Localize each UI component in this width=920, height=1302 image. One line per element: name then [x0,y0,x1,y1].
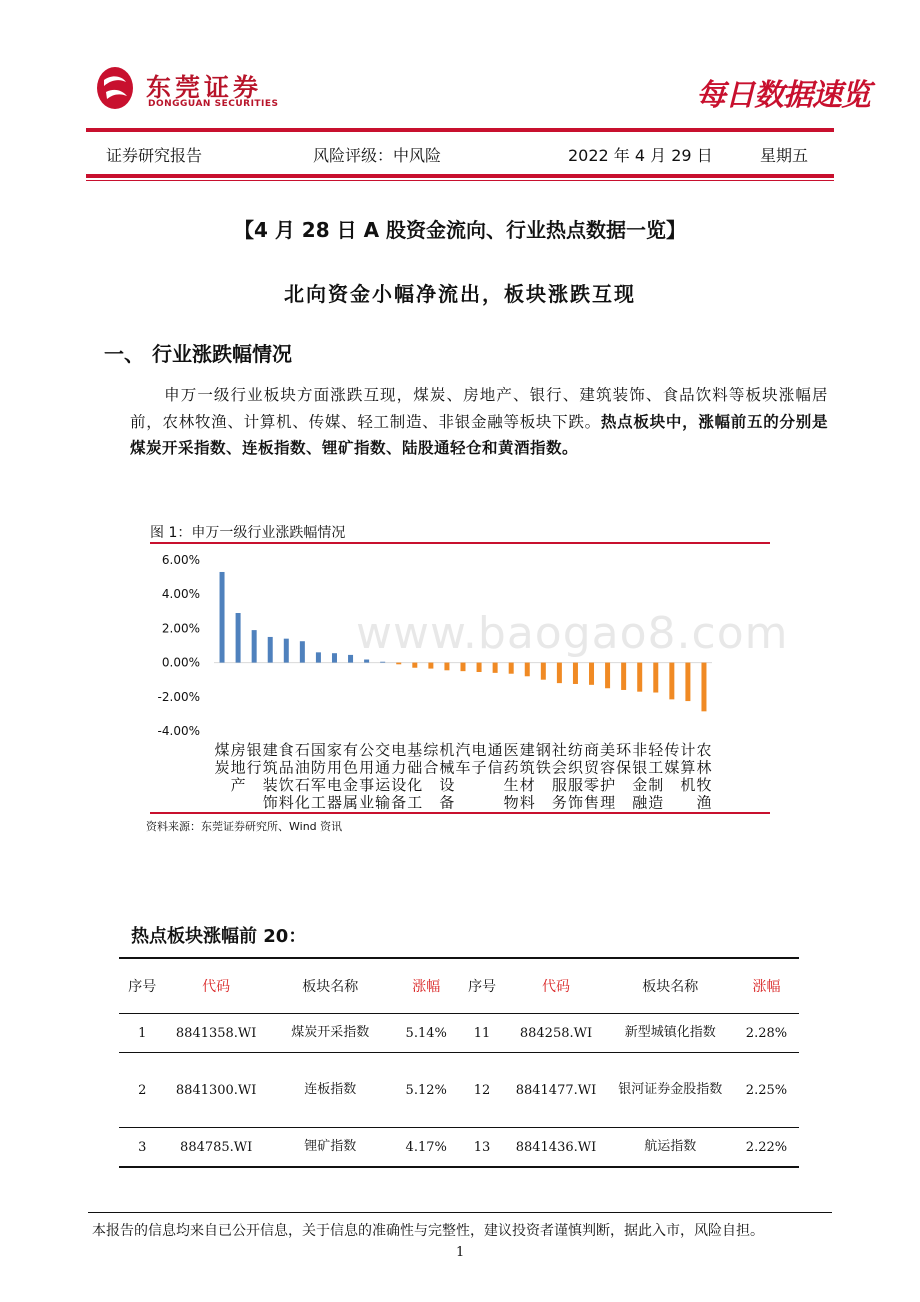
x-tick-label: 农林牧渔 [696,741,712,810]
bar-综合 [428,663,433,669]
table-row [119,1014,799,1053]
cell-name: 连板指数 [267,1053,394,1128]
y-tick-label: 2.00% [161,621,200,636]
bar-基础化工 [412,663,417,668]
x-tick-label: 钢铁 [535,741,551,777]
cell-code: 8841436.WI [505,1128,606,1168]
cell-name: 煤炭开采指数 [267,1014,394,1053]
header-divider-bottom [86,174,834,178]
bar-汽车 [461,663,466,672]
cell-change: 2.28% [734,1014,799,1053]
x-tick-label: 有色金属 [343,741,359,810]
cell-name: 银河证券金股指数 [607,1053,734,1128]
cell-seq: 2 [119,1053,166,1128]
x-tick-label: 石油石化 [294,741,310,810]
x-tick-label: 家用电器 [326,741,342,810]
page-title: 【4 月 28 日 A 股资金流向、行业热点数据一览】 [233,218,687,242]
cell-code: 8841477.WI [505,1053,606,1128]
x-tick-label: 商贸零售 [584,741,600,810]
cell-code: 8841300.WI [166,1053,267,1128]
header-name: 板块名称 [267,958,394,1014]
section-number: 一、 [104,342,144,366]
table-row [119,1128,799,1168]
hot-sectors-table [119,957,799,1168]
x-tick-label: 电子 [471,741,487,777]
header-seq: 序号 [459,958,506,1014]
y-tick-label: 6.00% [161,553,200,567]
x-tick-label: 食品饮料 [278,741,294,810]
cell-code: 884258.WI [505,1014,606,1053]
paragraph-bold-text: 热点板块中，涨幅前五的分别是煤炭开采指数、连板指数、锂矿指数、陆股通轻仓和黄酒指数。 [130,411,828,457]
bar-非银金融 [637,663,642,692]
daily-data-banner: 每日数据速览 [696,78,870,113]
industry-change-bar-chart [150,550,720,810]
x-tick-label: 环保 [616,741,632,777]
bar-煤炭 [220,572,225,663]
bar-公用事业 [364,660,369,663]
bar-轻工制造 [653,663,658,693]
x-tick-label: 房地产 [230,741,246,794]
page-subtitle: 北向资金小幅净流出，板块涨跌互现 [284,282,636,306]
cell-change: 5.12% [394,1053,459,1128]
cell-seq: 11 [459,1014,506,1053]
bar-计算机 [685,663,690,701]
cell-name: 航运指数 [607,1128,734,1168]
bar-农林牧渔 [701,663,706,712]
paragraph-normal-text: 申万一级行业板块方面涨跌互现，煤炭、房地产、银行、建筑装饰、食品饮料等板块涨幅居前，农林牧渔、计算机、传媒、轻工制造、非银金融等板块下跌。 [130,386,828,431]
bar-钢铁 [541,663,546,680]
cell-code: 884785.WI [166,1128,267,1168]
x-tick-label: 建筑材料 [519,741,535,810]
bar-交通运输 [380,662,385,663]
figure-top-rule [150,542,770,544]
x-tick-label: 交通运输 [375,741,391,810]
y-tick-label: 0.00% [161,655,200,670]
x-tick-label: 基础化工 [407,741,423,810]
cell-name: 新型城镇化指数 [607,1014,734,1053]
y-tick-label: 4.00% [161,587,200,602]
bar-机械设备 [444,663,449,671]
header-divider-thin [86,180,834,181]
x-tick-label: 公用事业 [359,741,375,810]
disclaimer: 本报告的信息均来自已公开信息，关于信息的准确性与完整性，建议投资者谨慎判断，据此入市，风险自担。 [92,1223,764,1239]
bar-社会服务 [557,663,562,684]
bar-电子 [477,663,482,672]
x-tick-label: 机械设备 [439,741,455,810]
y-tick-label: -2.00% [157,689,200,704]
header-code: 代码 [166,958,267,1014]
risk-rating: 风险评级：中风险 [313,146,442,165]
hot-sectors-title: 热点板块涨幅前 20： [131,926,307,947]
x-tick-label: 通信 [487,741,503,777]
x-tick-label: 社会服务 [551,741,567,810]
cell-change: 2.25% [734,1053,799,1128]
bar-石油石化 [300,641,305,662]
cell-seq: 3 [119,1128,166,1168]
cell-seq: 1 [119,1014,166,1053]
table-header-row [119,958,799,1014]
company-logo-icon [96,66,134,110]
y-tick-label: -4.00% [157,724,200,738]
x-tick-label: 医药生物 [503,741,519,810]
bar-商贸零售 [589,663,594,685]
logo-chinese-name: 东莞证券 [146,73,263,102]
x-tick-label: 纺织服饰 [567,741,583,810]
bar-食品饮料 [284,639,289,663]
cell-name: 锂矿指数 [267,1128,394,1168]
header-seq: 序号 [119,958,166,1014]
x-tick-label: 建筑装饰 [262,741,278,810]
bar-有色金属 [348,655,353,663]
section-paragraph [130,382,828,462]
bar-传媒 [669,663,674,700]
x-tick-label: 电力设备 [391,741,407,810]
bar-纺织服饰 [573,663,578,684]
figure-caption: 图 1：申万一级行业涨跌幅情况 [150,525,346,541]
section-title: 行业涨跌幅情况 [152,342,292,366]
cell-change: 5.14% [394,1014,459,1053]
header-divider-top [86,128,834,132]
header-change: 涨幅 [394,958,459,1014]
cell-code: 8841358.WI [166,1014,267,1053]
header-code: 代码 [505,958,606,1014]
footer-divider [88,1212,832,1213]
report-weekday: 星期五 [760,146,809,165]
figure-bottom-rule [150,812,770,814]
bar-通信 [493,663,498,673]
x-tick-label: 银行 [246,741,262,777]
x-tick-label: 轻工制造 [648,741,664,810]
watermark: www.baogao8.com [356,608,789,659]
bar-美容护理 [605,663,610,689]
bar-环保 [621,663,626,690]
logo-english-name: DONGGUAN SECURITIES [148,99,279,109]
x-tick-label: 汽车 [455,741,471,777]
bar-建筑装饰 [268,637,273,663]
header-change: 涨幅 [734,958,799,1014]
bar-家用电器 [332,653,337,662]
x-tick-label: 非银金融 [632,741,648,810]
header-name: 板块名称 [607,958,734,1014]
x-tick-label: 煤炭 [214,741,230,777]
cell-change: 4.17% [394,1128,459,1168]
cell-seq: 13 [459,1128,506,1168]
x-tick-label: 综合 [423,741,439,777]
table-row [119,1053,799,1128]
page-number: 1 [456,1245,465,1260]
report-type: 证券研究报告 [106,146,203,165]
cell-seq: 12 [459,1053,506,1128]
bar-银行 [252,630,257,662]
x-tick-label: 传媒 [664,741,680,777]
report-date: 2022 年 4 月 29 日 [568,146,713,165]
bar-房地产 [236,613,241,663]
bar-国防军工 [316,652,321,662]
bar-医药生物 [509,663,514,674]
x-tick-label: 国防军工 [310,741,326,810]
x-tick-label: 美容护理 [600,741,616,810]
bar-电力设备 [396,663,401,665]
cell-change: 2.22% [734,1128,799,1168]
bar-建筑材料 [525,663,530,677]
x-tick-label: 计算机 [680,741,696,794]
figure-source: 资料来源：东莞证券研究所、Wind 资讯 [146,820,343,833]
